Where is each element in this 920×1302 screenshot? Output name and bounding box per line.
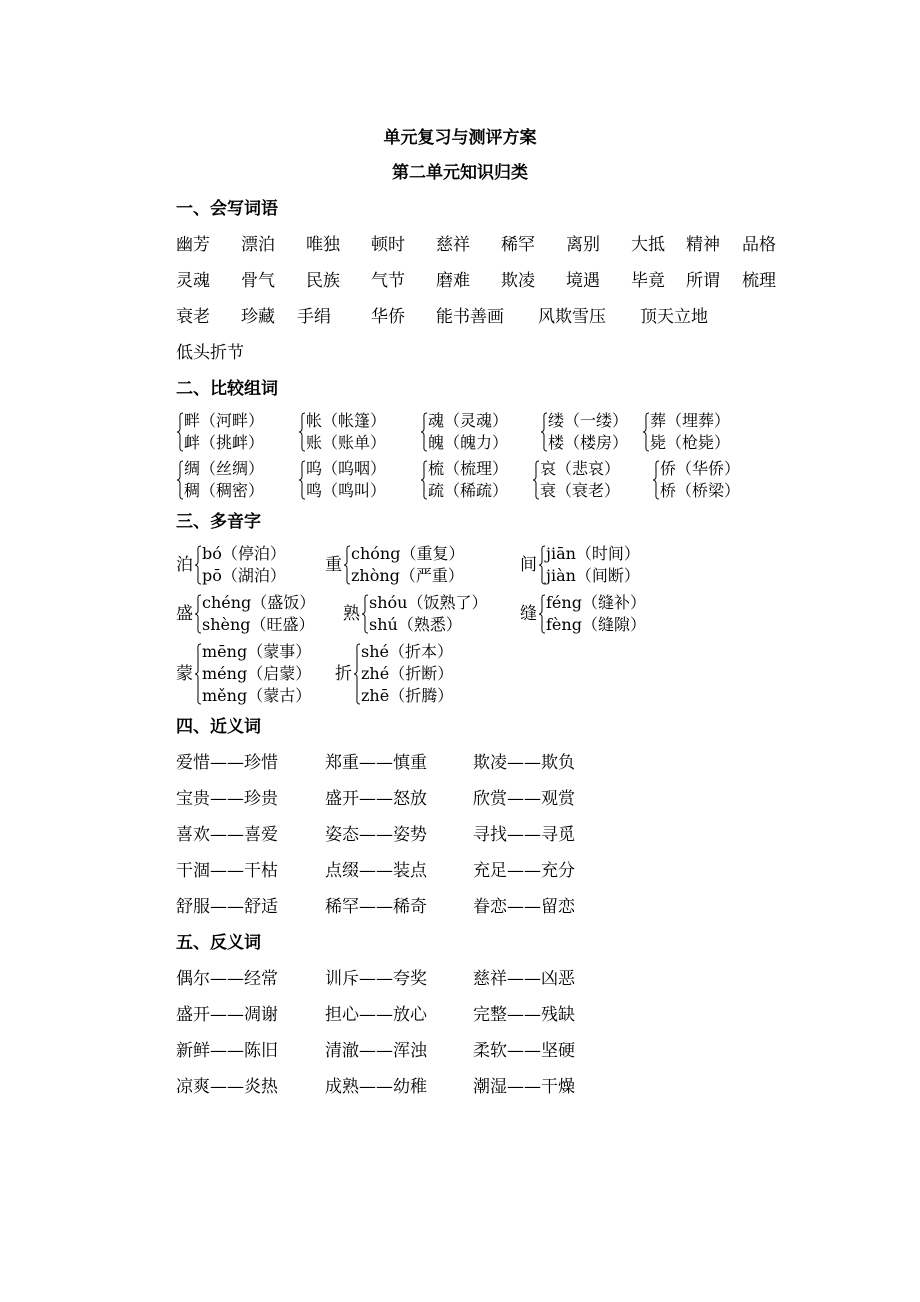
brace-icon [194, 594, 202, 634]
antonym-pair: 慈祥——凶恶 [473, 969, 575, 989]
antonym-pair: 潮湿——干燥 [473, 1077, 575, 1097]
polyphone-reading: bó（停泊） [202, 544, 286, 563]
polyphone-char: 缝 [520, 604, 537, 624]
polyphone-char: 熟 [343, 604, 360, 624]
synonym-pair: 盛开——怒放 [325, 789, 427, 809]
compare-word: 呜（呜咽） [306, 459, 387, 478]
synonym-pair: 稀罕——稀奇 [325, 897, 427, 917]
synonym-pair: 舒服——舒适 [176, 897, 278, 917]
section-heading-2: 二、比较组词 [176, 379, 278, 399]
brace-icon [642, 412, 650, 452]
brace-icon [652, 460, 660, 500]
brace-icon [298, 460, 306, 500]
compare-word: 桥（桥梁） [660, 481, 741, 500]
word: 漂泊 [241, 235, 275, 255]
compare-word: 魂（灵魂） [428, 411, 509, 430]
polyphone-char: 泊 [176, 555, 193, 575]
antonym-pair: 训斥——夸奖 [325, 969, 427, 989]
compare-word: 毙（枪毙） [650, 433, 731, 452]
brace-icon [538, 545, 546, 585]
brace-icon [538, 594, 546, 634]
synonym-pair: 干涸——干枯 [176, 861, 278, 881]
word: 稀罕 [501, 235, 535, 255]
polyphone-reading: měng（蒙古） [202, 686, 312, 705]
section-heading-3: 三、多音字 [176, 512, 261, 532]
polyphone-char: 蒙 [176, 664, 193, 684]
antonym-pair: 完整——残缺 [473, 1005, 575, 1025]
brace-icon [194, 545, 202, 585]
word: 灵魂 [176, 271, 210, 291]
word: 精神 [686, 235, 720, 255]
brace-icon [343, 545, 351, 585]
word: 毕竟 [631, 271, 665, 291]
synonym-pair: 眷恋——留恋 [473, 897, 575, 917]
compare-word: 帐（帐篷） [306, 411, 387, 430]
polyphone-reading: shé（折本） [361, 642, 453, 661]
compare-word: 稠（稠密） [184, 481, 265, 500]
antonym-pair: 盛开——凋谢 [176, 1005, 278, 1025]
compare-word: 楼（楼房） [548, 433, 629, 452]
brace-icon [298, 412, 306, 452]
word: 慈祥 [436, 235, 470, 255]
brace-icon [540, 412, 548, 452]
polyphone-reading: zhē（折腾） [361, 686, 454, 705]
compare-word: 葬（埋葬） [650, 411, 731, 430]
polyphone-char: 间 [520, 555, 537, 575]
word: 顿时 [371, 235, 405, 255]
compare-word: 畔（河畔） [184, 411, 265, 430]
word: 气节 [371, 271, 405, 291]
antonym-pair: 柔软——坚硬 [473, 1041, 575, 1061]
word: 梳理 [742, 271, 776, 291]
compare-word: 绸（丝绸） [184, 459, 265, 478]
antonym-pair: 担心——放心 [325, 1005, 427, 1025]
word: 低头折节 [176, 343, 244, 363]
document-subtitle: 第二单元知识归类 [392, 163, 528, 183]
polyphone-reading: jiàn（间断） [546, 566, 640, 585]
polyphone-reading: mēng（蒙事） [202, 642, 312, 661]
word: 风欺雪压 [538, 307, 606, 327]
word: 离别 [566, 235, 600, 255]
synonym-pair: 喜欢——喜爱 [176, 825, 278, 845]
polyphone-reading: chóng（重复） [351, 544, 465, 563]
word: 骨气 [241, 271, 275, 291]
compare-word: 侨（华侨） [660, 459, 741, 478]
polyphone-reading: jiān（时间） [546, 544, 640, 563]
polyphone-reading: pō（湖泊） [202, 566, 286, 585]
brace-icon [532, 460, 540, 500]
polyphone-reading: zhé（折断） [361, 664, 454, 683]
word: 珍藏 [241, 307, 275, 327]
polyphone-reading: méng（启蒙） [202, 664, 312, 683]
document-title: 单元复习与测评方案 [383, 128, 537, 148]
synonym-pair: 欣赏——观赏 [473, 789, 575, 809]
synonym-pair: 宝贵——珍贵 [176, 789, 278, 809]
brace-icon [420, 412, 428, 452]
section-heading-5: 五、反义词 [176, 933, 261, 953]
word: 华侨 [371, 307, 405, 327]
section-heading-1: 一、会写词语 [176, 199, 278, 219]
compare-word: 疏（稀疏） [428, 481, 509, 500]
brace-icon [176, 460, 184, 500]
antonym-pair: 偶尔——经常 [176, 969, 278, 989]
compare-word: 梳（梳理） [428, 459, 509, 478]
section-heading-4: 四、近义词 [176, 717, 261, 737]
synonym-pair: 寻找——寻觅 [473, 825, 575, 845]
word: 磨难 [436, 271, 470, 291]
synonym-pair: 爱惜——珍惜 [176, 753, 278, 773]
compare-word: 鸣（鸣叫） [306, 481, 387, 500]
word: 顶天立地 [640, 307, 708, 327]
compare-word: 魄（魄力） [428, 433, 509, 452]
polyphone-char: 盛 [176, 604, 193, 624]
polyphone-reading: féng（缝补） [546, 593, 646, 612]
polyphone-reading: shèng（旺盛） [202, 615, 315, 634]
compare-word: 哀（悲哀） [540, 459, 621, 478]
word: 所谓 [686, 271, 720, 291]
word: 境遇 [566, 271, 600, 291]
antonym-pair: 凉爽——炎热 [176, 1077, 278, 1097]
antonym-pair: 清澈——浑浊 [325, 1041, 427, 1061]
compare-word: 衰（衰老） [540, 481, 621, 500]
synonym-pair: 欺凌——欺负 [473, 753, 575, 773]
compare-word: 账（账单） [306, 433, 387, 452]
word: 能书善画 [436, 307, 504, 327]
antonym-pair: 成熟——幼稚 [325, 1077, 427, 1097]
brace-icon [361, 594, 369, 634]
polyphone-reading: shú（熟悉） [369, 615, 462, 634]
polyphone-reading: fèng（缝隙） [546, 615, 646, 634]
compare-word: 衅（挑衅） [184, 433, 265, 452]
brace-icon [194, 643, 202, 705]
word: 品格 [742, 235, 776, 255]
synonym-pair: 充足——充分 [473, 861, 575, 881]
polyphone-reading: zhòng（严重） [351, 566, 464, 585]
word: 民族 [306, 271, 340, 291]
brace-icon [353, 643, 361, 705]
brace-icon [176, 412, 184, 452]
word: 唯独 [306, 235, 340, 255]
synonym-pair: 点缀——装点 [325, 861, 427, 881]
polyphone-char: 重 [325, 555, 342, 575]
polyphone-reading: chéng（盛饭） [202, 593, 316, 612]
synonym-pair: 姿态——姿势 [325, 825, 427, 845]
brace-icon [420, 460, 428, 500]
polyphone-char: 折 [335, 664, 352, 684]
word: 欺凌 [501, 271, 535, 291]
word: 衰老 [176, 307, 210, 327]
polyphone-reading: shóu（饭熟了） [369, 593, 488, 612]
compare-word: 缕（一缕） [548, 411, 629, 430]
word: 幽芳 [176, 235, 210, 255]
synonym-pair: 郑重——慎重 [325, 753, 427, 773]
antonym-pair: 新鲜——陈旧 [176, 1041, 278, 1061]
word: 手绢 [297, 307, 331, 327]
word: 大抵 [631, 235, 665, 255]
